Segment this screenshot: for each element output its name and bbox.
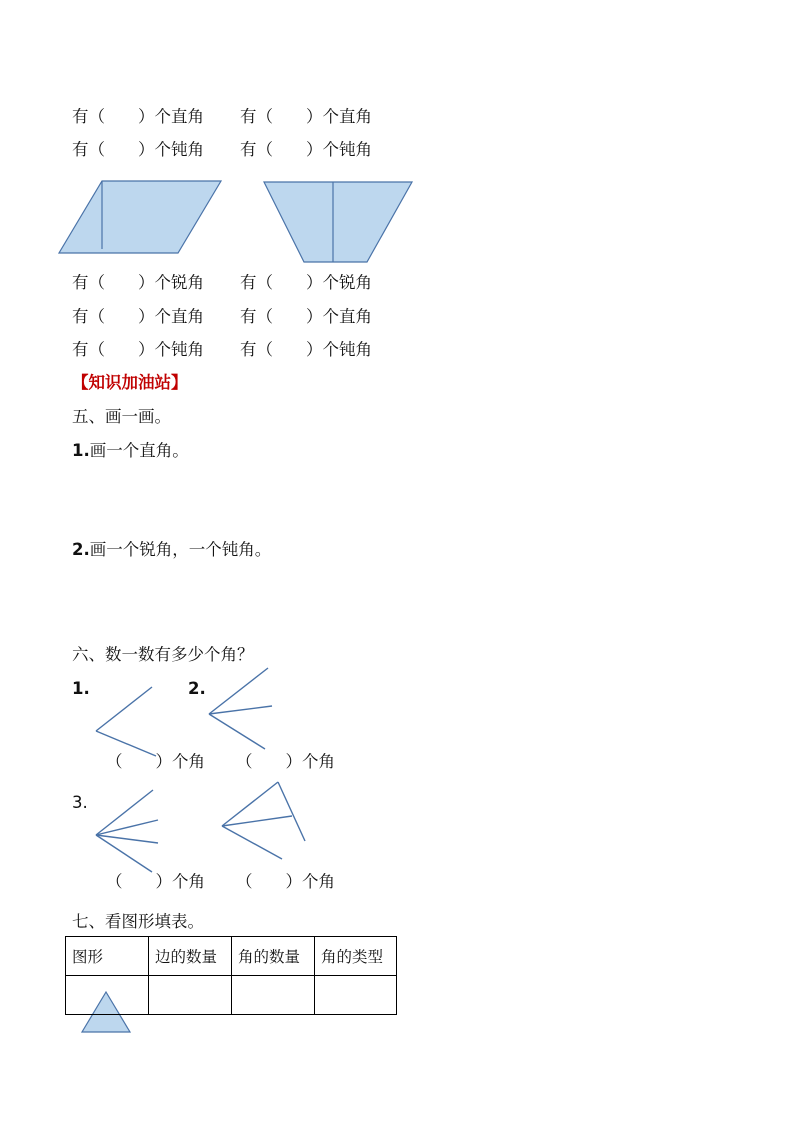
acute-row-left: 有（ ）个锐角 — [72, 273, 204, 292]
angle-figure-4 — [222, 782, 305, 859]
quad-row1-left: 有（ ）个直角 — [72, 107, 204, 126]
header-shape: 图形 — [66, 937, 149, 976]
section5-q1 — [72, 441, 189, 461]
figure-label-1: 1. — [72, 679, 90, 698]
angle-figure-1 — [96, 687, 156, 756]
angle-count-blank-2: （ ）个角 — [236, 752, 335, 771]
section6-title: 六、数一数有多少个角？ — [72, 645, 254, 664]
cell-side-count[interactable] — [149, 976, 232, 1015]
quad-row1-right: 有（ ）个直角 — [240, 107, 372, 126]
right-row-left: 有（ ）个直角 — [72, 307, 204, 326]
acute-row-right: 有（ ）个锐角 — [240, 273, 372, 292]
table-row — [66, 976, 397, 1015]
angle-count-blank-4: （ ）个角 — [236, 872, 335, 891]
angle-count-blank-3: （ ）个角 — [106, 872, 205, 891]
cell-angle-type[interactable] — [315, 976, 397, 1015]
section5-q2-number: 2. — [72, 540, 90, 559]
header-side-count: 边的数量 — [149, 937, 232, 976]
header-angle-type: 角的类型 — [315, 937, 397, 976]
trapezoid-shape — [264, 182, 412, 262]
obtuse-row-left: 有（ ）个钝角 — [72, 340, 204, 359]
section5-q2-text: 画一个锐角，一个钝角。 — [89, 540, 272, 559]
figure-label-2: 2. — [188, 679, 206, 698]
right-row-right: 有（ ）个直角 — [240, 307, 372, 326]
table-header-row — [66, 937, 397, 976]
quad-row2-right: 有（ ）个钝角 — [240, 140, 372, 159]
obtuse-row-right: 有（ ）个钝角 — [240, 340, 372, 359]
cell-shape-triangle — [66, 976, 149, 1015]
angle-figure-2 — [209, 668, 272, 749]
angle-count-blank-1: （ ）个角 — [106, 752, 205, 771]
section5-q1-number: 1. — [72, 441, 90, 460]
angle-figure-3 — [96, 790, 158, 872]
cell-angle-count[interactable] — [232, 976, 315, 1015]
figure-label-3: 3. — [72, 793, 88, 812]
shape-info-table — [65, 936, 397, 1015]
section5-title: 五、画一画。 — [72, 407, 171, 426]
section5-q1-text: 画一个直角。 — [89, 441, 189, 460]
parallelogram-shape — [59, 181, 221, 253]
knowledge-station-heading: 【知识加油站】 — [72, 373, 188, 392]
section7-title: 七、看图形填表。 — [72, 912, 204, 931]
header-angle-count: 角的数量 — [232, 937, 315, 976]
section5-q2 — [72, 540, 271, 560]
quad-row2-left: 有（ ）个钝角 — [72, 140, 204, 159]
